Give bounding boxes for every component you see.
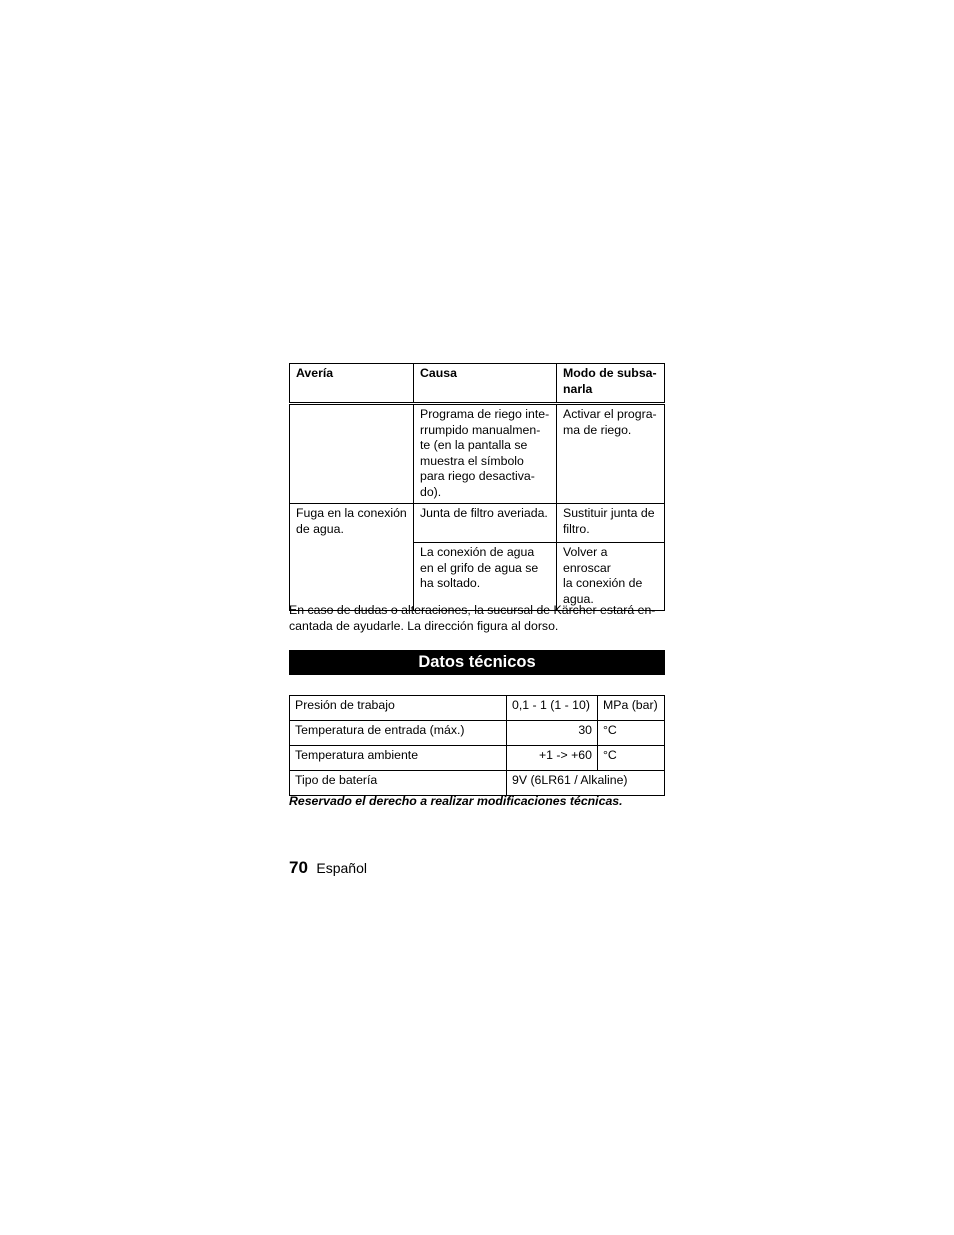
support-note: En caso de dudas o alteraciones, la sucursal de Kärcher estará en- cantada de ayudarle. La dirección figura al dorso. bbox=[289, 603, 656, 633]
fault-cell bbox=[290, 404, 414, 504]
table-row bbox=[290, 721, 665, 746]
spec-unit: MPa (bar) bbox=[598, 696, 665, 721]
language-label: Español bbox=[316, 860, 367, 876]
spec-label: Temperatura ambiente bbox=[290, 746, 507, 771]
remedy-cell: Sustituir junta de filtro. bbox=[557, 504, 665, 543]
remedy-cell: Volver a enroscar la conexión de agua. bbox=[557, 543, 665, 611]
table-row bbox=[290, 404, 665, 504]
fault-table-header bbox=[290, 364, 665, 404]
page-footer bbox=[289, 858, 367, 878]
cause-cell: Programa de riego inte- rrumpido manualmen- te (en la pantalla se muestra el símbolo para riego desactiva- do). bbox=[414, 404, 557, 504]
spec-unit: °C bbox=[598, 721, 665, 746]
fault-table bbox=[289, 363, 665, 611]
table-row bbox=[290, 746, 665, 771]
cause-cell: Junta de filtro averiada. bbox=[414, 504, 557, 543]
specs-table bbox=[289, 695, 665, 796]
spec-unit: °C bbox=[598, 746, 665, 771]
spec-value: 0,1 - 1 (1 - 10) bbox=[507, 696, 598, 721]
table-row bbox=[290, 696, 665, 721]
spec-label: Tipo de batería bbox=[290, 771, 507, 796]
spec-value: 9V (6LR61 / Alkaline) bbox=[507, 771, 665, 796]
reserved-notice: Reservado el derecho a realizar modificaciones técnicas. bbox=[289, 794, 623, 808]
spec-value: +1 -> +60 bbox=[507, 746, 598, 771]
fault-cell: Fuga en la conexión de agua. bbox=[290, 504, 414, 611]
table-row bbox=[290, 771, 665, 796]
header-cause: Causa bbox=[414, 364, 557, 404]
page-number: 70 bbox=[289, 858, 308, 877]
table-row bbox=[290, 504, 665, 543]
cause-cell: La conexión de agua en el grifo de agua se ha soltado. bbox=[414, 543, 557, 611]
header-remedy: Modo de subsa- narla bbox=[557, 364, 665, 404]
remedy-cell: Activar el progra- ma de riego. bbox=[557, 404, 665, 504]
header-fault: Avería bbox=[290, 364, 414, 404]
spec-value: 30 bbox=[507, 721, 598, 746]
section-title: Datos técnicos bbox=[289, 650, 665, 675]
spec-label: Presión de trabajo bbox=[290, 696, 507, 721]
spec-label: Temperatura de entrada (máx.) bbox=[290, 721, 507, 746]
